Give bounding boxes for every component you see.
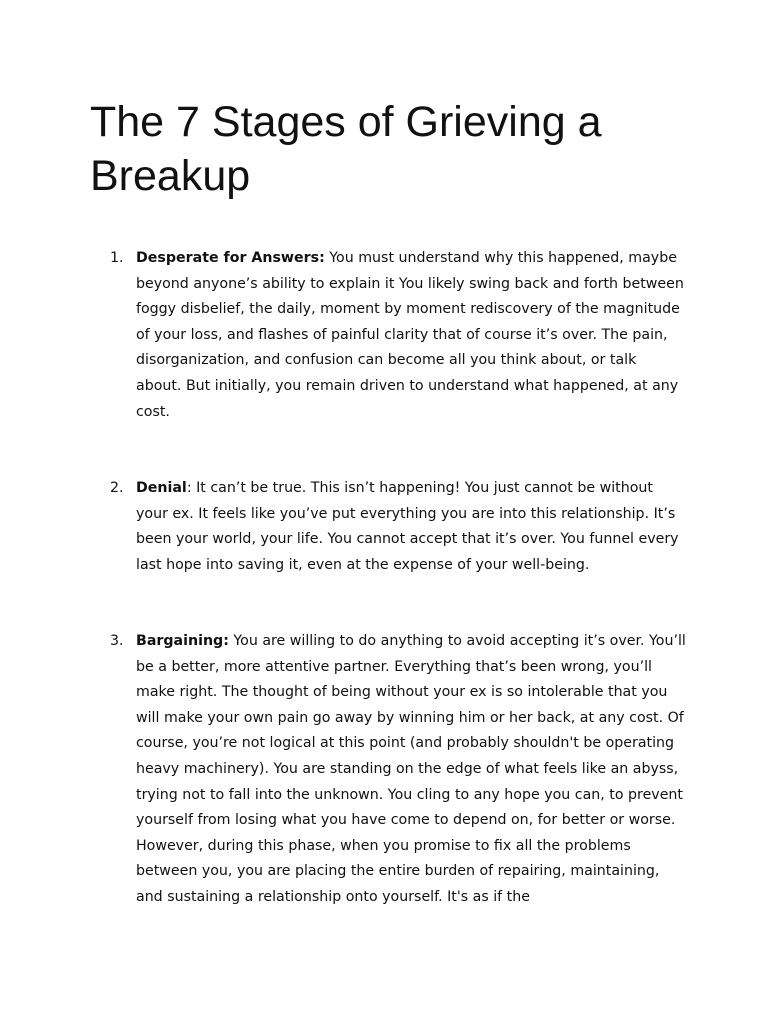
stage-text: You are willing to do anything to avoid accepting it’s over. You’ll be a better, more attentive partner. Everything that’s been wrong, you’ll make right. The thought of being without your ex is so intolerable that you will make your own pain go away by winning him or her back, at any cost. Of course, you’re not logical at this point (and probably shouldn't be operating heavy machinery). You are standing on the edge of what feels like an abyss, trying not to fall into the unknown. You cling to any hope you can, to prevent yourself from losing what you have come to depend on, for better or worse. However, during this phase, when you promise to fix all the problems between you, you are placing the entire burden of repairing, maintaining, and sustaining a relationship onto yourself. It's as if the	[136, 633, 686, 905]
stage-number: 3.	[110, 633, 124, 649]
stage-item-bargaining	[110, 629, 686, 911]
stage-text: You must understand why this happened, maybe beyond anyone’s ability to explain it You likely swing back and forth between foggy disbelief, the daily, moment by moment rediscovery of the magnitude of your loss, and flashes of painful clarity that of course it’s over. The pain, disorganization, and confusion can become all you think about, or talk about. But initially, you remain driven to understand what happened, at any cost.	[136, 250, 684, 420]
stage-paragraph	[136, 246, 686, 425]
stage-term: Denial	[136, 480, 187, 496]
stage-paragraph	[136, 476, 686, 578]
stage-number: 2.	[110, 480, 124, 496]
stage-term: Desperate for Answers:	[136, 250, 325, 266]
document-title: The 7 Stages of Grieving a Breakup	[90, 98, 602, 200]
stage-number: 1.	[110, 250, 124, 266]
stage-text: : It can’t be true. This isn’t happening! You just cannot be without your ex. It feels like you’ve put everything you are into this relationship. It’s been your world, your life. You cannot accept that it’s over. You funnel every last hope into saving it, even at the expense of your well-being.	[136, 480, 679, 573]
stage-term: Bargaining:	[136, 633, 229, 649]
stage-item-desperate-for-answers	[110, 246, 686, 425]
stage-item-denial	[110, 476, 686, 578]
stage-paragraph	[136, 629, 686, 911]
